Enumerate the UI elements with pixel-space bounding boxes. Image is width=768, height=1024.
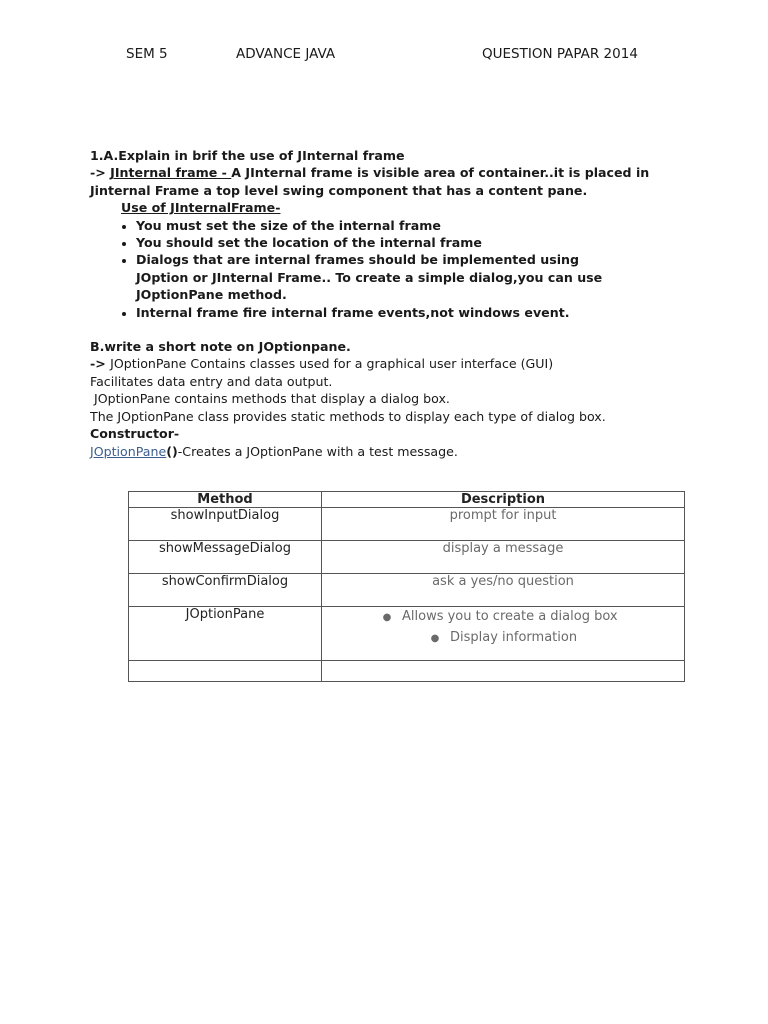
table-row	[129, 607, 685, 661]
q1a-definition-line2: Jinternal Frame a top level swing component that has a content pane.	[90, 182, 588, 198]
paper-title: QUESTION PAPAR 2014	[482, 46, 638, 62]
question-1a: 1.A.Explain in brif the use of JInternal frame	[90, 148, 405, 163]
q1a-definition-line1	[90, 164, 690, 181]
list-item: • Internal frame fire internal frame events,not windows event.	[136, 304, 690, 321]
description-bullet-list	[322, 607, 684, 649]
empty-cell	[129, 661, 322, 682]
ctor-description: -Creates a JOptionPane with a test message.	[177, 443, 458, 459]
q1b-line1	[90, 355, 690, 372]
list-item	[322, 607, 684, 628]
list-item-text: Display information	[450, 630, 578, 645]
list-item: • You should set the location of the internal frame	[136, 234, 690, 251]
description-cell: ask a yes/no question	[322, 574, 685, 607]
list-item-text: Allows you to create a dialog box	[402, 609, 618, 624]
description-cell: display a message	[322, 541, 685, 574]
table-header-row	[129, 492, 685, 508]
semester-label: SEM 5	[126, 46, 168, 62]
page-header	[0, 46, 768, 64]
table-row	[129, 508, 685, 541]
table-row	[129, 541, 685, 574]
description-cell	[322, 607, 685, 661]
column-header-description: Description	[322, 492, 685, 508]
q1b-line1-text: JOptionPane Contains classes used for a graphical user interface (GUI)	[110, 356, 554, 372]
ctor-parens: ()	[166, 443, 178, 459]
list-item	[322, 628, 684, 649]
bullet-icon: ●	[382, 612, 392, 623]
bullet-icon: ●	[430, 633, 440, 644]
table-row	[129, 574, 685, 607]
constructor-label: Constructor-	[90, 426, 180, 442]
method-cell: JOptionPane	[129, 607, 322, 661]
question-1b: B.write a short note on JOptionpane.	[90, 339, 351, 355]
methods-table	[128, 491, 685, 682]
use-bullet-list	[90, 217, 690, 321]
method-cell: showInputDialog	[129, 508, 322, 541]
document-body	[90, 147, 690, 460]
q1b-line2: Facilitates data entry and data output.	[90, 373, 333, 389]
term-jinternal-frame: JInternal frame -	[110, 165, 232, 181]
arrow: ->	[90, 165, 111, 181]
method-cell: showConfirmDialog	[129, 574, 322, 607]
joptionpane-link[interactable]: JOptionPane	[90, 443, 167, 459]
table-row-empty	[129, 661, 685, 682]
list-item: • Dialogs that are internal frames should be implemented using JOption or JInternal Frame.. To create a simple dialog,you can use JOptionPane method.	[136, 251, 690, 303]
q1b-line3: JOptionPane contains methods that display a dialog box.	[90, 391, 450, 407]
constructor-line	[90, 443, 690, 460]
arrow: ->	[90, 356, 111, 372]
description-cell: prompt for input	[322, 508, 685, 541]
q1b-line4: The JOptionPane class provides static methods to display each type of dialog box.	[90, 408, 606, 424]
empty-cell	[322, 661, 685, 682]
method-cell: showMessageDialog	[129, 541, 322, 574]
subject-label: ADVANCE JAVA	[236, 46, 336, 62]
definition-text: A JInternal frame is visible area of container..it is placed in	[231, 165, 650, 181]
column-header-method: Method	[129, 492, 322, 508]
use-heading: Use of JInternalFrame-	[121, 200, 281, 216]
list-item: • You must set the size of the internal frame	[136, 217, 690, 234]
